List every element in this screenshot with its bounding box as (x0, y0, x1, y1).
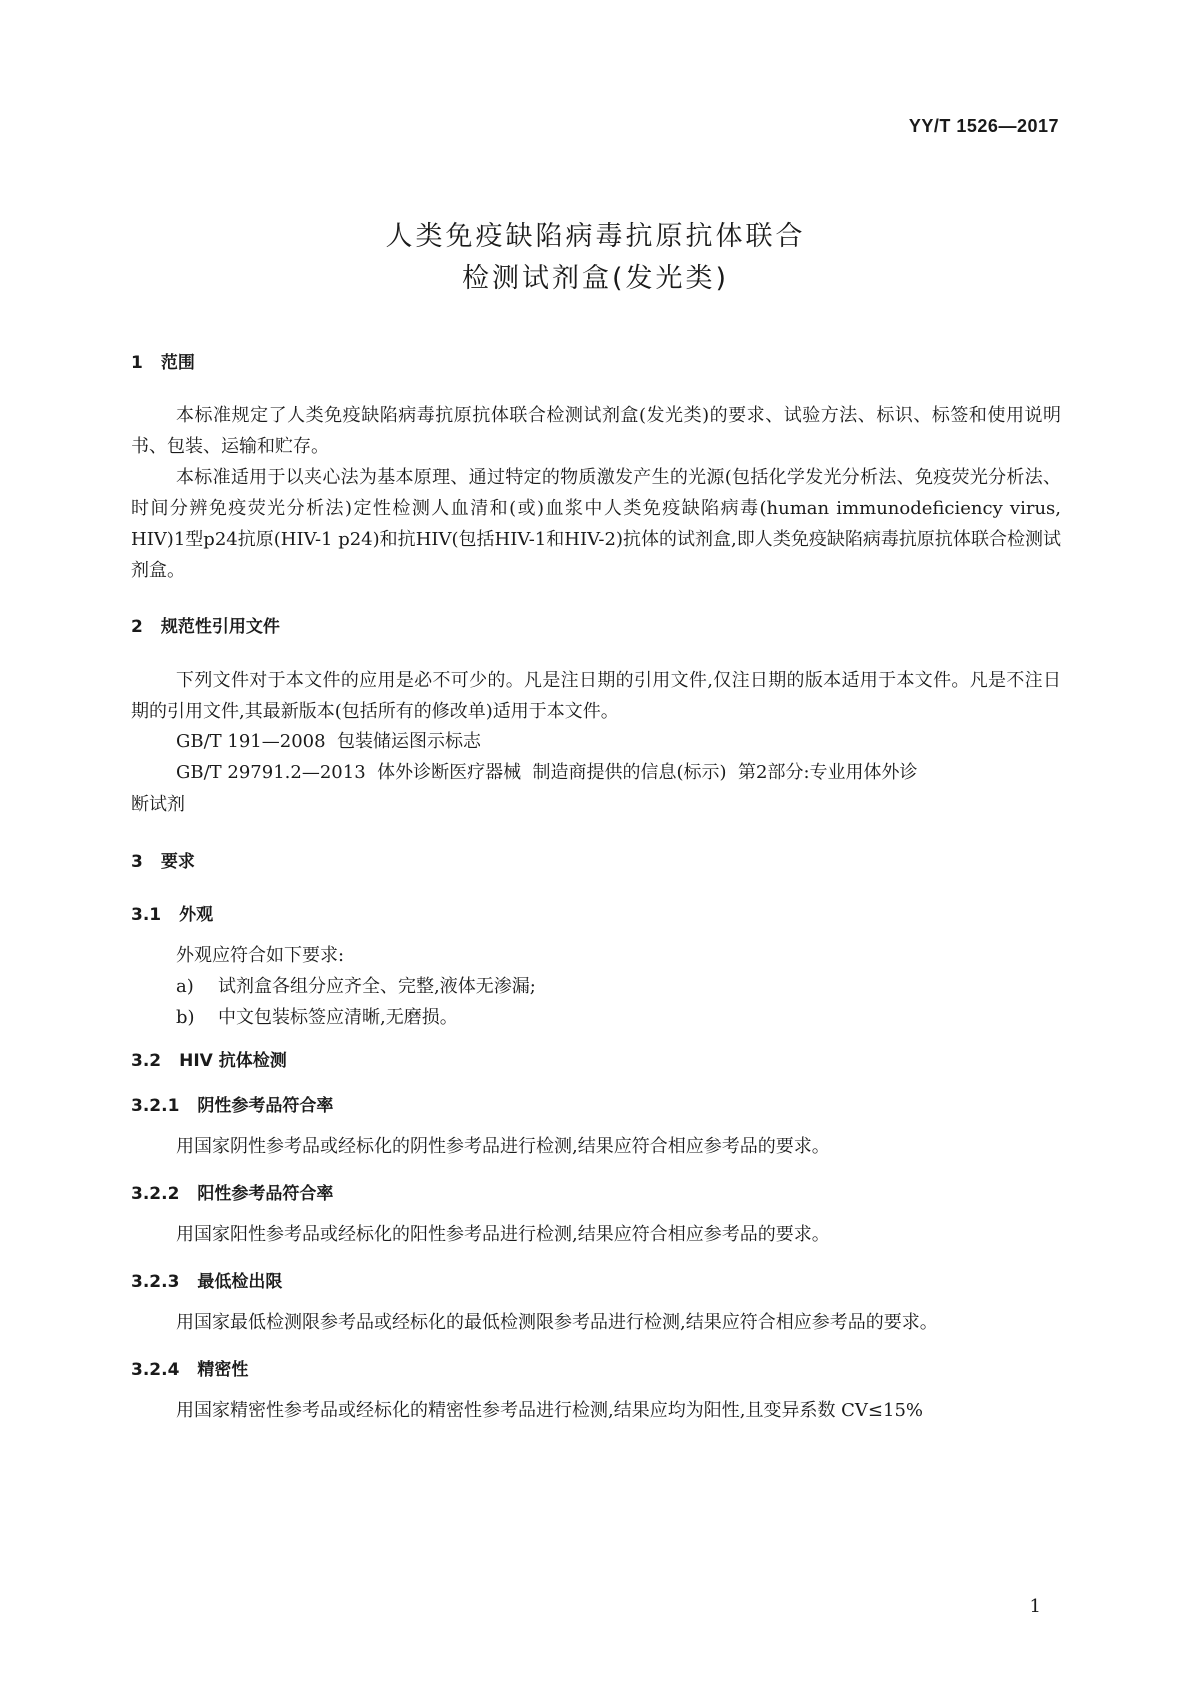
section-title: 阳性参考品符合率 (197, 1184, 334, 1204)
section-title: HIV 抗体检测 (179, 1051, 287, 1071)
standard-number: YY/T 1526—2017 (908, 116, 1059, 136)
list-marker: a) (176, 976, 194, 997)
section-title: 最低检出限 (197, 1272, 283, 1292)
section-number: 3.2 (131, 1051, 162, 1071)
section-title: 外观 (179, 905, 214, 925)
section-number: 3.2.4 (131, 1360, 180, 1380)
positive-reference-paragraph: 用国家阳性参考品或经标化的阳性参考品进行检测,结果应符合相应参考品的要求。 (176, 1224, 830, 1245)
list-item-b (176, 1003, 458, 1029)
scope-paragraph-1: 本标准规定了人类免疫缺陷病毒抗原抗体联合检测试剂盒(发光类)的要求、试验方法、标识、标签和使用说明书、包装、运输和贮存。 (131, 405, 1061, 457)
section-number: 3.1 (131, 905, 162, 925)
list-text: 中文包装标签应清晰,无磨损。 (218, 1007, 458, 1028)
detection-limit-paragraph: 用国家最低检测限参考品或经标化的最低检测限参考品进行检测,结果应符合相应参考品的要求。 (176, 1312, 938, 1333)
page-number: 1 (1029, 1596, 1041, 1617)
section-number: 3.2.3 (131, 1272, 180, 1292)
section-title: 规范性引用文件 (160, 617, 280, 637)
precision-paragraph: 用国家精密性参考品或经标化的精密性参考品进行检测,结果应均为阳性,且变异系数 CV≤15% (176, 1400, 924, 1421)
list-text: 试剂盒各组分应齐全、完整,液体无渗漏; (218, 976, 536, 997)
section-title: 要求 (160, 852, 195, 872)
scope-paragraph-2: 本标准适用于以夹心法为基本原理、通过特定的物质激发产生的光源(包括化学发光分析法、免疫荧光分析法、时间分辨免疫荧光分析法)定性检测人血清和(或)血浆中人类免疫缺陷病毒(human immunodeficiency virus, HIV)1型p24抗原(HIV-1 p24)和抗HIV(包括HIV-1和HIV-2)抗体的试剂盒,即人类免疫缺陷病毒抗原抗体联合检测试剂盒。 (131, 467, 1061, 581)
section-3-2-1-heading (131, 1091, 333, 1116)
section-number: 1 (131, 353, 143, 373)
section-number: 3.2.1 (131, 1096, 180, 1116)
section-number: 3.2.2 (131, 1184, 180, 1204)
list-marker: b) (176, 1007, 195, 1028)
section-3-heading (131, 847, 195, 872)
list-item-a (176, 972, 536, 998)
section-3-2-3-heading (131, 1267, 282, 1292)
section-title: 精密性 (197, 1360, 249, 1380)
reference-gb-t-29791-2-line2: 断试剂 (131, 794, 185, 815)
reference-gb-t-29791-2-line1: GB/T 29791.2—2013 体外诊断医疗器械 制造商提供的信息(标示) 第2部分:专业用体外诊 (176, 762, 918, 783)
negative-reference-paragraph: 用国家阴性参考品或经标化的阴性参考品进行检测,结果应符合相应参考品的要求。 (176, 1136, 830, 1157)
section-number: 3 (131, 852, 143, 872)
section-title: 范围 (160, 353, 195, 373)
section-1-heading (131, 348, 195, 373)
document-title-line2: 检测试剂盒(发光类) (461, 263, 730, 294)
section-3-1-heading (131, 900, 213, 925)
normative-references-paragraph: 下列文件对于本文件的应用是必不可少的。凡是注日期的引用文件,仅注日期的版本适用于本文件。凡是不注日期的引用文件,其最新版本(包括所有的修改单)适用于本文件。 (131, 670, 1061, 722)
section-title: 阴性参考品符合率 (197, 1096, 334, 1116)
section-3-2-4-heading (131, 1355, 248, 1380)
appearance-intro: 外观应符合如下要求: (176, 945, 345, 966)
section-3-2-heading (131, 1046, 287, 1071)
document-title-line1: 人类免疫缺陷病毒抗原抗体联合 (385, 221, 806, 252)
section-number: 2 (131, 617, 143, 637)
reference-gb-t-191: GB/T 191—2008 包装储运图示标志 (176, 731, 482, 752)
section-2-heading (131, 612, 280, 637)
section-3-2-2-heading (131, 1179, 333, 1204)
